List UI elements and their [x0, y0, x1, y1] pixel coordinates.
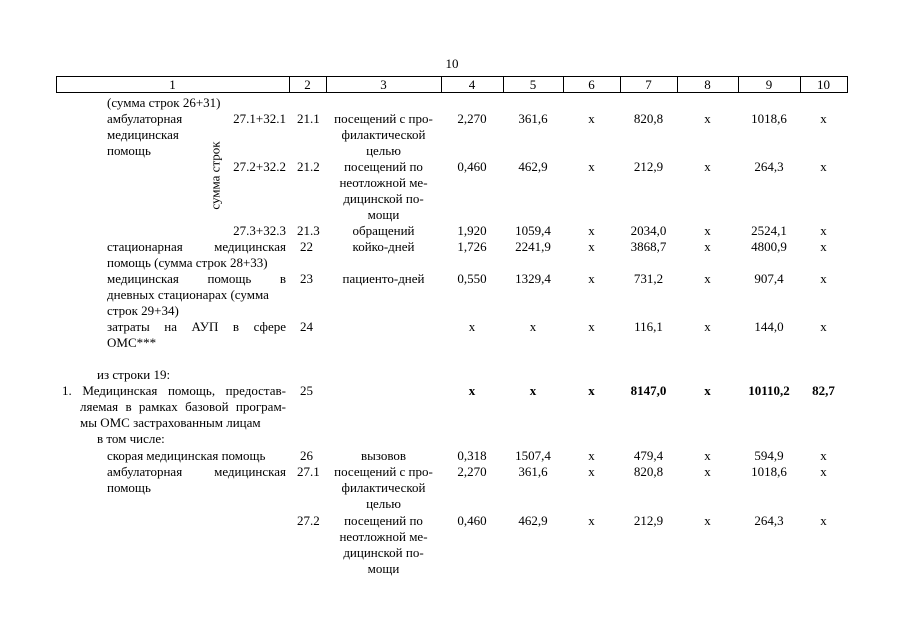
- r23-c6: х: [588, 271, 595, 286]
- r25-c5: х: [529, 383, 537, 398]
- r24-c10: х: [820, 319, 827, 334]
- r26-c7: 479,4: [633, 448, 664, 463]
- r23-label-1: медицинская помощь в: [107, 271, 286, 286]
- r23-c8: х: [704, 271, 711, 286]
- r211-c7: 820,8: [633, 111, 664, 126]
- r26-label: скорая медицинская помощь: [107, 448, 266, 463]
- sum-26-31-label: (сумма строк 26+31): [107, 95, 221, 110]
- r25-num: 25: [300, 383, 313, 398]
- r211-c5: 361,6: [518, 111, 548, 126]
- r213-c6: х: [588, 223, 595, 238]
- r271-c9: 1018,6: [751, 464, 787, 479]
- r26-unit: вызовов: [360, 448, 407, 463]
- r23-c5: 1329,4: [515, 271, 551, 286]
- r211-c6: х: [588, 111, 595, 126]
- r24-c5: х: [529, 319, 537, 334]
- amb-label-line1: амбулаторная: [107, 111, 183, 126]
- header-col-9: 9: [765, 77, 773, 92]
- r212-unit-1: посещений по: [344, 159, 423, 174]
- r272-unit-3: дицинской по-: [343, 545, 424, 560]
- r25-c10: 82,7: [812, 383, 835, 398]
- page-number: 10: [445, 56, 459, 71]
- r212-c8: х: [704, 159, 711, 174]
- header-col-10: 10: [817, 77, 830, 92]
- r22-c6: х: [588, 239, 595, 254]
- r24-label-1: затраты на АУП в сфере: [107, 319, 286, 334]
- including-label: в том числе:: [97, 431, 165, 446]
- r24-c8: х: [704, 319, 711, 334]
- r23-label-3: строк 29+34): [107, 303, 179, 318]
- header-col-5: 5: [529, 77, 537, 92]
- r25-c7: 8147,0: [630, 383, 667, 398]
- r272-c9: 264,3: [754, 513, 784, 528]
- header-col-3: 3: [380, 77, 387, 92]
- r211-unit-1: посещений с про-: [334, 111, 433, 126]
- r212-ref: 27.2+32.2: [233, 159, 286, 174]
- r23-label-2: дневных стационарах (сумма: [107, 287, 269, 302]
- r212-unit-3: дицинской по-: [343, 191, 424, 206]
- r23-num: 23: [300, 271, 313, 286]
- r211-num: 21.1: [297, 111, 320, 126]
- r213-unit-1: обращений: [352, 223, 415, 238]
- r213-c5: 1059,4: [515, 223, 551, 238]
- r212-c10: х: [820, 159, 827, 174]
- r272-unit-1: посещений по: [344, 513, 423, 528]
- r22-unit: койко-дней: [352, 239, 415, 254]
- r22-c4: 1,726: [457, 239, 487, 254]
- r271-c10: х: [820, 464, 827, 479]
- r24-c6: х: [588, 319, 595, 334]
- r272-c7: 212,9: [633, 513, 664, 528]
- r213-c7: 2034,0: [630, 223, 667, 238]
- r272-c8: х: [704, 513, 711, 528]
- r26-c9: 594,9: [754, 448, 784, 463]
- r25-c8: х: [704, 383, 711, 398]
- r23-unit: пациенто-дней: [342, 271, 425, 286]
- r213-c9: 2524,1: [751, 223, 787, 238]
- r211-c9: 1018,6: [751, 111, 787, 126]
- header-bottom-rule: [56, 92, 847, 93]
- r272-c4: 0,460: [457, 513, 487, 528]
- r212-c5: 462,9: [518, 159, 548, 174]
- r213-ref: 27.3+32.3: [233, 223, 286, 238]
- r24-c7: 116,1: [634, 319, 663, 334]
- r211-unit-2: филактической: [341, 127, 426, 142]
- r272-unit-4: мощи: [367, 561, 400, 576]
- r212-c6: х: [588, 159, 595, 174]
- r271-c6: х: [588, 464, 595, 479]
- r23-c9: 907,4: [754, 271, 784, 286]
- r26-num: 26: [300, 448, 313, 463]
- r25-c9: 10110,2: [748, 383, 790, 398]
- r25-c4: х: [468, 383, 476, 398]
- r213-c4: 1,920: [457, 223, 487, 238]
- header-col-6: 6: [588, 77, 595, 92]
- r24-c9: 144,0: [754, 319, 784, 334]
- r213-num: 21.3: [297, 223, 320, 238]
- r24-label-2: ОМС***: [107, 335, 157, 350]
- r272-c5: 462,9: [518, 513, 548, 528]
- r272-unit-2: неотложной ме-: [339, 529, 428, 544]
- r271-unit-1: посещений с про-: [334, 464, 433, 479]
- r22-c5: 2241,9: [515, 239, 551, 254]
- r272-c10: х: [820, 513, 827, 528]
- r211-c8: х: [704, 111, 711, 126]
- r271-label-1: амбулаторная медицинская: [107, 464, 286, 479]
- r25-label-2: ляемая в рамках базовой програм-: [80, 399, 286, 414]
- r271-num: 27.1: [297, 464, 320, 479]
- r271-unit-3: целью: [366, 496, 401, 511]
- header-col-2: 2: [304, 77, 311, 92]
- r22-c10: х: [820, 239, 827, 254]
- r272-c6: х: [588, 513, 595, 528]
- r22-num: 22: [300, 239, 313, 254]
- r22-c9: 4800,9: [751, 239, 787, 254]
- r25-label-1: 1. Медицинская помощь, предостав-: [62, 383, 286, 398]
- r25-label-3: мы ОМС застрахованным лицам: [80, 415, 261, 430]
- r271-c4: 2,270: [457, 464, 487, 479]
- r211-c10: х: [820, 111, 827, 126]
- r23-c4: 0,550: [457, 271, 487, 286]
- r212-num: 21.2: [297, 159, 320, 174]
- r271-c5: 361,6: [518, 464, 548, 479]
- r25-c6: х: [588, 383, 595, 398]
- from-line-19: из строки 19:: [97, 367, 171, 382]
- r22-label-1: стационарная медицинская: [107, 239, 286, 254]
- r212-c9: 264,3: [754, 159, 784, 174]
- header-col-7: 7: [645, 77, 652, 92]
- r213-c10: х: [820, 223, 827, 238]
- header-col-4: 4: [468, 77, 476, 92]
- r212-c4: 0,460: [457, 159, 487, 174]
- sum-vertical-label: сумма строк: [207, 141, 223, 210]
- r272-num: 27.2: [297, 513, 320, 528]
- r211-c4: 2,270: [457, 111, 487, 126]
- r26-c4: 0,318: [457, 448, 487, 463]
- r22-c8: х: [704, 239, 711, 254]
- r26-c10: х: [820, 448, 827, 463]
- r22-c7: 3868,7: [630, 239, 667, 254]
- r24-num: 24: [300, 319, 313, 334]
- r271-c7: 820,8: [633, 464, 664, 479]
- r26-c6: х: [588, 448, 595, 463]
- r212-unit-4: мощи: [367, 207, 400, 222]
- r213-c8: х: [704, 223, 711, 238]
- amb-label-line3: помощь: [107, 143, 151, 158]
- r211-ref: 27.1+32.1: [233, 111, 286, 126]
- r22-label-2: помощь (сумма строк 28+33): [107, 255, 268, 270]
- r211-unit-3: целью: [366, 143, 401, 158]
- r24-c4: х: [468, 319, 476, 334]
- r212-unit-2: неотложной ме-: [339, 175, 428, 190]
- r271-label-2: помощь: [107, 480, 151, 495]
- r271-unit-2: филактической: [341, 480, 426, 495]
- header-col-8: 8: [704, 77, 711, 92]
- r271-c8: х: [704, 464, 711, 479]
- r212-c7: 212,9: [633, 159, 664, 174]
- r26-c5: 1507,4: [515, 448, 551, 463]
- r26-c8: х: [704, 448, 711, 463]
- amb-label-line2: медицинская: [107, 127, 179, 142]
- header-col-1: 1: [169, 77, 176, 92]
- r23-c7: 731,2: [633, 271, 664, 286]
- r23-c10: х: [820, 271, 827, 286]
